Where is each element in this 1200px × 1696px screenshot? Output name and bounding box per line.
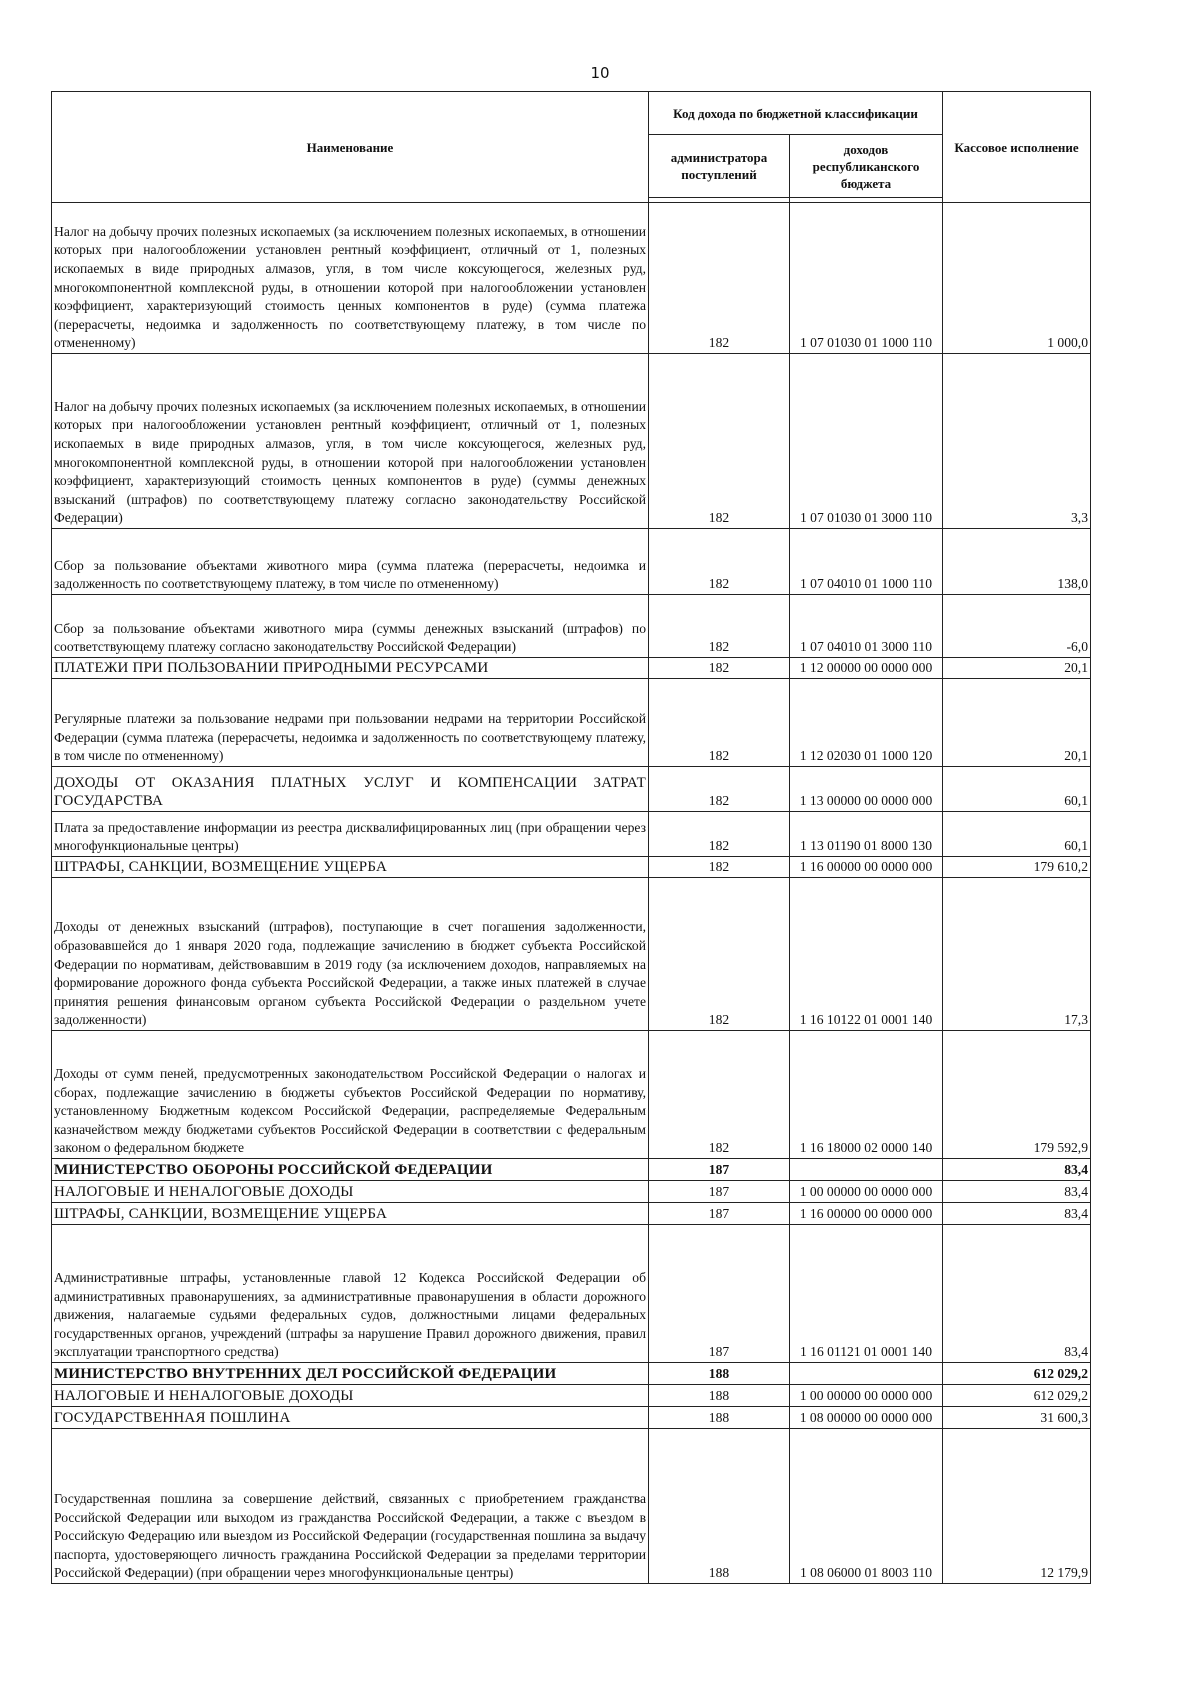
row-name: Доходы от денежных взысканий (штрафов), поступающие в счет погашения задолженности, образовавшейся до 1 января 2020 года, подлежащие зачислению в бюджет субъекта Российской Федерации по нормативам, действовавшим в 2019 году (за исключением доходов, направляемых на формирование дорожного фонда субъекта Российской Федерации, а также иных платежей в случае принятия решения финансовым органом субъекта Российской Федерации о раздельном учете задолженности) — [52, 878, 649, 1031]
row-amount: 83,4 — [943, 1203, 1091, 1225]
row-admin-code: 182 — [649, 1031, 790, 1159]
row-income-code — [790, 1159, 943, 1181]
row-name: МИНИСТЕРСТВО ВНУТРЕННИХ ДЕЛ РОССИЙСКОЙ ФЕДЕРАЦИИ — [52, 1363, 649, 1385]
row-income-code: 1 16 00000 00 0000 000 — [790, 1203, 943, 1225]
header-cash-execution: Кассовое исполнение — [943, 92, 1091, 203]
row-amount: 20,1 — [943, 679, 1091, 767]
table-row — [52, 1363, 1091, 1385]
row-amount: 179 610,2 — [943, 857, 1091, 878]
row-admin-code: 182 — [649, 857, 790, 878]
header-administrator: администратора поступлений — [649, 135, 790, 198]
row-name: Доходы от сумм пеней, предусмотренных законодательством Российской Федерации о налогах и сборах, подлежащие зачислению в бюджеты субъектов Российской Федерации по нормативу, установленному Бюджетным кодексом Российской Федерации, распределяемые Федеральным казначейством между бюджетами субъектов Российской Федерации в соответствии с федеральным законом о федеральном бюджете — [52, 1031, 649, 1159]
table-row — [52, 812, 1091, 857]
row-income-code: 1 16 00000 00 0000 000 — [790, 857, 943, 878]
row-name: НАЛОГОВЫЕ И НЕНАЛОГОВЫЕ ДОХОДЫ — [52, 1385, 649, 1407]
row-amount: 12 179,9 — [943, 1429, 1091, 1584]
row-admin-code: 182 — [649, 679, 790, 767]
row-amount: 60,1 — [943, 767, 1091, 812]
row-name: Плата за предоставление информации из реестра дисквалифицированных лиц (при обращении через многофункциональные центры) — [52, 812, 649, 857]
row-admin-code: 182 — [649, 812, 790, 857]
table-row — [52, 1407, 1091, 1429]
row-name: Сбор за пользование объектами животного мира (суммы денежных взысканий (штрафов) по соответствующему платежу согласно законодательству Российской Федерации) — [52, 595, 649, 658]
row-amount: 83,4 — [943, 1225, 1091, 1363]
row-amount: 612 029,2 — [943, 1363, 1091, 1385]
row-name: ПЛАТЕЖИ ПРИ ПОЛЬЗОВАНИИ ПРИРОДНЫМИ РЕСУРСАМИ — [52, 658, 649, 679]
budget-income-table — [51, 91, 1091, 1584]
row-admin-code: 187 — [649, 1159, 790, 1181]
row-income-code: 1 07 01030 01 1000 110 — [790, 203, 943, 354]
row-amount: 179 592,9 — [943, 1031, 1091, 1159]
row-name: МИНИСТЕРСТВО ОБОРОНЫ РОССИЙСКОЙ ФЕДЕРАЦИИ — [52, 1159, 649, 1181]
table-row — [52, 1225, 1091, 1363]
table-row — [52, 1429, 1091, 1584]
row-name: Налог на добычу прочих полезных ископаемых (за исключением полезных ископаемых, в отношении которых при налогообложении установлен рентный коэффициент, отличный от 1, полезных ископаемых в виде природных алмазов, угля, в том числе коксующегося, железных руд, многокомпонентной комплексной руды, в отношении которой при налогообложении установлен коэффициент, характеризующий стоимость ценных компонентов в руде) (сумма платежа (перерасчеты, недоимка и задолженность по соответствующему платежу, в том числе по отмененному) — [52, 203, 649, 354]
header-income-code: доходов республиканского бюджета — [790, 135, 943, 198]
row-amount: 138,0 — [943, 529, 1091, 595]
row-amount: 17,3 — [943, 878, 1091, 1031]
row-income-code: 1 08 00000 00 0000 000 — [790, 1407, 943, 1429]
row-income-code — [790, 1363, 943, 1385]
row-amount: 20,1 — [943, 658, 1091, 679]
row-amount: 612 029,2 — [943, 1385, 1091, 1407]
row-name: ДОХОДЫ ОТ ОКАЗАНИЯ ПЛАТНЫХ УСЛУГ И КОМПЕНСАЦИИ ЗАТРАТ ГОСУДАРСТВА — [52, 767, 649, 812]
row-admin-code: 182 — [649, 658, 790, 679]
table-row — [52, 1159, 1091, 1181]
table-row — [52, 1031, 1091, 1159]
row-name: НАЛОГОВЫЕ И НЕНАЛОГОВЫЕ ДОХОДЫ — [52, 1181, 649, 1203]
row-income-code: 1 07 01030 01 3000 110 — [790, 354, 943, 529]
row-name: Государственная пошлина за совершение действий, связанных с приобретением гражданства Российской Федерации или выходом из гражданства Российской Федерации, а также с въездом в Российскую Федерацию или выездом из Российской Федерации (государственная пошлина за выдачу паспорта, удостоверяющего личность гражданина Российской Федерации за пределами территории Российской Федерации) (при обращении через многофункциональные центры) — [52, 1429, 649, 1584]
row-income-code: 1 12 00000 00 0000 000 — [790, 658, 943, 679]
row-amount: 83,4 — [943, 1181, 1091, 1203]
header-name: Наименование — [52, 92, 649, 203]
row-income-code: 1 16 18000 02 0000 140 — [790, 1031, 943, 1159]
row-admin-code: 188 — [649, 1385, 790, 1407]
row-name: Налог на добычу прочих полезных ископаемых (за исключением полезных ископаемых, в отношении которых при налогообложении установлен рентный коэффициент, отличный от 1, полезных ископаемых в виде природных алмазов, угля, в том числе коксующегося, железных руд, многокомпонентной комплексной руды, в отношении которой при налогообложении установлен коэффициент, характеризующий стоимость ценных компонентов в руде) (суммы денежных взысканий (штрафов) по соответствующему платежу согласно законодательству Российской Федерации) — [52, 354, 649, 529]
row-income-code: 1 13 01190 01 8000 130 — [790, 812, 943, 857]
table-row — [52, 1203, 1091, 1225]
table-row — [52, 767, 1091, 812]
row-name: Регулярные платежи за пользование недрами при пользовании недрами на территории Российской Федерации (сумма платежа (перерасчеты, недоимка и задолженность по соответствующему платежу, в том числе по отмененному) — [52, 679, 649, 767]
row-amount: 83,4 — [943, 1159, 1091, 1181]
row-income-code: 1 07 04010 01 3000 110 — [790, 595, 943, 658]
table-row — [52, 1385, 1091, 1407]
row-name: ШТРАФЫ, САНКЦИИ, ВОЗМЕЩЕНИЕ УЩЕРБА — [52, 1203, 649, 1225]
row-name: Административные штрафы, установленные главой 12 Кодекса Российской Федерации об административных правонарушениях, за административные правонарушения в области дорожного движения, налагаемые судьями федеральных судов, должностными лицами федеральных государственных органов, учреждений (штрафы за нарушение Правил дорожного движения, правил эксплуатации транспортного средства) — [52, 1225, 649, 1363]
row-admin-code: 187 — [649, 1225, 790, 1363]
row-name: ГОСУДАРСТВЕННАЯ ПОШЛИНА — [52, 1407, 649, 1429]
table-row — [52, 679, 1091, 767]
table-row — [52, 354, 1091, 529]
row-admin-code: 188 — [649, 1429, 790, 1584]
header-code-group: Код дохода по бюджетной классификации — [649, 92, 943, 135]
table-row — [52, 529, 1091, 595]
row-admin-code: 182 — [649, 354, 790, 529]
row-admin-code: 182 — [649, 595, 790, 658]
row-admin-code: 187 — [649, 1203, 790, 1225]
row-admin-code: 187 — [649, 1181, 790, 1203]
row-admin-code: 182 — [649, 203, 790, 354]
row-admin-code: 182 — [649, 529, 790, 595]
row-income-code: 1 13 00000 00 0000 000 — [790, 767, 943, 812]
row-amount: 3,3 — [943, 354, 1091, 529]
table-row — [52, 595, 1091, 658]
row-income-code: 1 16 01121 01 0001 140 — [790, 1225, 943, 1363]
row-income-code: 1 07 04010 01 1000 110 — [790, 529, 943, 595]
table-row — [52, 857, 1091, 878]
row-admin-code: 182 — [649, 767, 790, 812]
table-row — [52, 203, 1091, 354]
row-name: ШТРАФЫ, САНКЦИИ, ВОЗМЕЩЕНИЕ УЩЕРБА — [52, 857, 649, 878]
table-row — [52, 658, 1091, 679]
page-number: 10 — [590, 64, 610, 82]
row-income-code: 1 12 02030 01 1000 120 — [790, 679, 943, 767]
row-amount: -6,0 — [943, 595, 1091, 658]
row-admin-code: 188 — [649, 1407, 790, 1429]
row-admin-code: 188 — [649, 1363, 790, 1385]
table-row — [52, 878, 1091, 1031]
row-amount: 31 600,3 — [943, 1407, 1091, 1429]
row-income-code: 1 00 00000 00 0000 000 — [790, 1181, 943, 1203]
row-name: Сбор за пользование объектами животного мира (сумма платежа (перерасчеты, недоимка и задолженность по соответствующему платежу, в том числе по отмененному) — [52, 529, 649, 595]
row-income-code: 1 08 06000 01 8003 110 — [790, 1429, 943, 1584]
row-admin-code: 182 — [649, 878, 790, 1031]
table-row — [52, 1181, 1091, 1203]
row-amount: 1 000,0 — [943, 203, 1091, 354]
row-income-code: 1 16 10122 01 0001 140 — [790, 878, 943, 1031]
row-amount: 60,1 — [943, 812, 1091, 857]
row-income-code: 1 00 00000 00 0000 000 — [790, 1385, 943, 1407]
